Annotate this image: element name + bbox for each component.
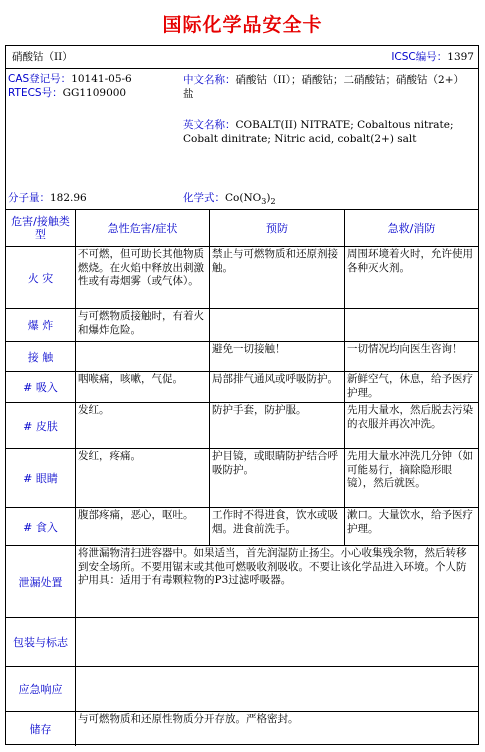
chinese-name bbox=[183, 73, 473, 101]
exposure-hazard bbox=[76, 342, 209, 371]
cn-name-value: 硝酸钴（II）；硝酸钴；二硝酸钴；硝酸钴（2+）盐 bbox=[183, 74, 465, 100]
mw-value: 182.96 bbox=[50, 192, 87, 204]
section-label-packaging: 包装与标志 bbox=[13, 636, 68, 649]
eyes-prevention: 护目镜，或眼睛防护结合呼吸防护。 bbox=[212, 450, 338, 476]
eyes-first-aid: 先用大量水冲洗几分钟（如可能易行，摘除隐形眼镜），然后就医。 bbox=[347, 450, 473, 489]
cas-value: 10141-05-6 bbox=[71, 73, 132, 85]
formula-main: Co(NO bbox=[225, 192, 262, 204]
packaging-text bbox=[76, 618, 478, 666]
eyes-hazard: 发红，疼痛。 bbox=[78, 450, 141, 462]
fire-hazard: 不可燃，但可助长其他物质燃烧。在火焰中释放出刺激性或有毒烟雾（或气体）。 bbox=[78, 248, 204, 287]
skin-prevention: 防护手套，防护服。 bbox=[212, 404, 307, 416]
fire-prevention: 禁止与可燃物质和还原剂接触。 bbox=[212, 248, 338, 274]
card-title: 国际化学品安全卡 bbox=[162, 14, 323, 36]
cas-number bbox=[8, 73, 132, 86]
en-name-label: 英文名称： bbox=[183, 119, 236, 131]
row-label-exposure: 接 触 bbox=[27, 350, 54, 364]
formula-sub1: 3 bbox=[261, 197, 267, 207]
ingestion-hazard: 腹部疼痛，恶心，呕吐。 bbox=[78, 509, 194, 521]
row-label-inhalation: # 吸入 bbox=[23, 381, 58, 394]
formula-close: ) bbox=[266, 192, 271, 204]
section-label-spill: 泄漏处置 bbox=[18, 575, 63, 589]
row-label-eyes: # 眼睛 bbox=[23, 472, 58, 485]
rtecs-label: RTECS号： bbox=[8, 87, 63, 99]
header-hazard-type: 危害/接触类型 bbox=[11, 215, 70, 241]
explosion-hazard: 与可燃物质接触时，有着火和爆炸危险。 bbox=[78, 310, 204, 336]
spill-text: 将泄漏物清扫进容器中。如果适当，首先润湿防止扬尘。小心收集残余物，然后转移到安全场所。不要用锯末或其他可燃吸收剂吸收。不要让该化学品进入环境。个人防护用具：适用于有毒颗粒物的P3过滤呼吸器。 bbox=[78, 547, 467, 586]
inhalation-first-aid: 新鲜空气，休息，给予医疗护理。 bbox=[347, 373, 473, 399]
row-label-skin: # 皮肤 bbox=[23, 419, 58, 433]
section-label-storage: 储存 bbox=[29, 722, 52, 736]
formula-sub2: 2 bbox=[270, 197, 276, 207]
inhalation-hazard: 咽喉痛，咳嗽，气促。 bbox=[78, 373, 183, 385]
icsc-value: 1397 bbox=[447, 51, 474, 63]
cas-label: CAS登记号： bbox=[8, 73, 72, 85]
storage-text: 与可燃物质和还原性物质分开存放。严格密封。 bbox=[78, 713, 299, 725]
english-name bbox=[183, 118, 475, 146]
section-label-emergency: 应急响应 bbox=[18, 683, 63, 696]
formula-label: 化学式： bbox=[183, 192, 225, 204]
ingestion-prevention: 工作时不得进食，饮水或吸烟。进食前洗手。 bbox=[212, 509, 338, 535]
ingestion-first-aid: 漱口。大量饮水，给予医疗护理。 bbox=[347, 509, 473, 535]
cn-name-label: 中文名称： bbox=[183, 74, 236, 86]
explosion-prevention bbox=[210, 309, 344, 341]
mw-label: 分子量： bbox=[8, 192, 50, 204]
row-label-fire: 火 灾 bbox=[27, 271, 54, 285]
emergency-text bbox=[76, 667, 478, 711]
inhalation-prevention: 局部排气通风或呼吸防护。 bbox=[212, 373, 338, 385]
icsc-label: ICSC编号： bbox=[391, 51, 448, 63]
fire-first-aid: 周围环境着火时，允许使用各种灭火剂。 bbox=[347, 248, 473, 274]
icsc-number bbox=[391, 51, 474, 64]
row-label-explosion: 爆 炸 bbox=[27, 319, 54, 332]
rtecs-value: GG1109000 bbox=[62, 87, 127, 99]
header-acute-hazard: 急性危害/症状 bbox=[107, 221, 178, 235]
molecular-weight bbox=[8, 192, 87, 205]
chemical-formula bbox=[183, 192, 276, 208]
en-name-value: COBALT(II) NITRATE; Cobaltous nitrate; Cobalt dinitrate; Nitric acid, cobalt(2+) salt bbox=[183, 119, 454, 145]
exposure-first-aid: 一切情况均向医生咨询！ bbox=[347, 343, 463, 355]
header-prevention: 预防 bbox=[266, 221, 288, 235]
header-first-aid: 急救/消防 bbox=[387, 221, 436, 235]
exposure-prevention: 避免一切接触！ bbox=[212, 343, 286, 355]
rtecs-number bbox=[8, 87, 126, 100]
chemical-name: 硝酸钴（II） bbox=[12, 51, 73, 63]
explosion-first-aid bbox=[345, 309, 478, 341]
skin-hazard: 发红。 bbox=[78, 404, 110, 416]
skin-first-aid: 先用大量水，然后脱去污染的衣服并再次冲洗。 bbox=[347, 404, 473, 430]
row-label-ingestion: # 食入 bbox=[23, 520, 58, 534]
safety-card bbox=[5, 45, 479, 745]
